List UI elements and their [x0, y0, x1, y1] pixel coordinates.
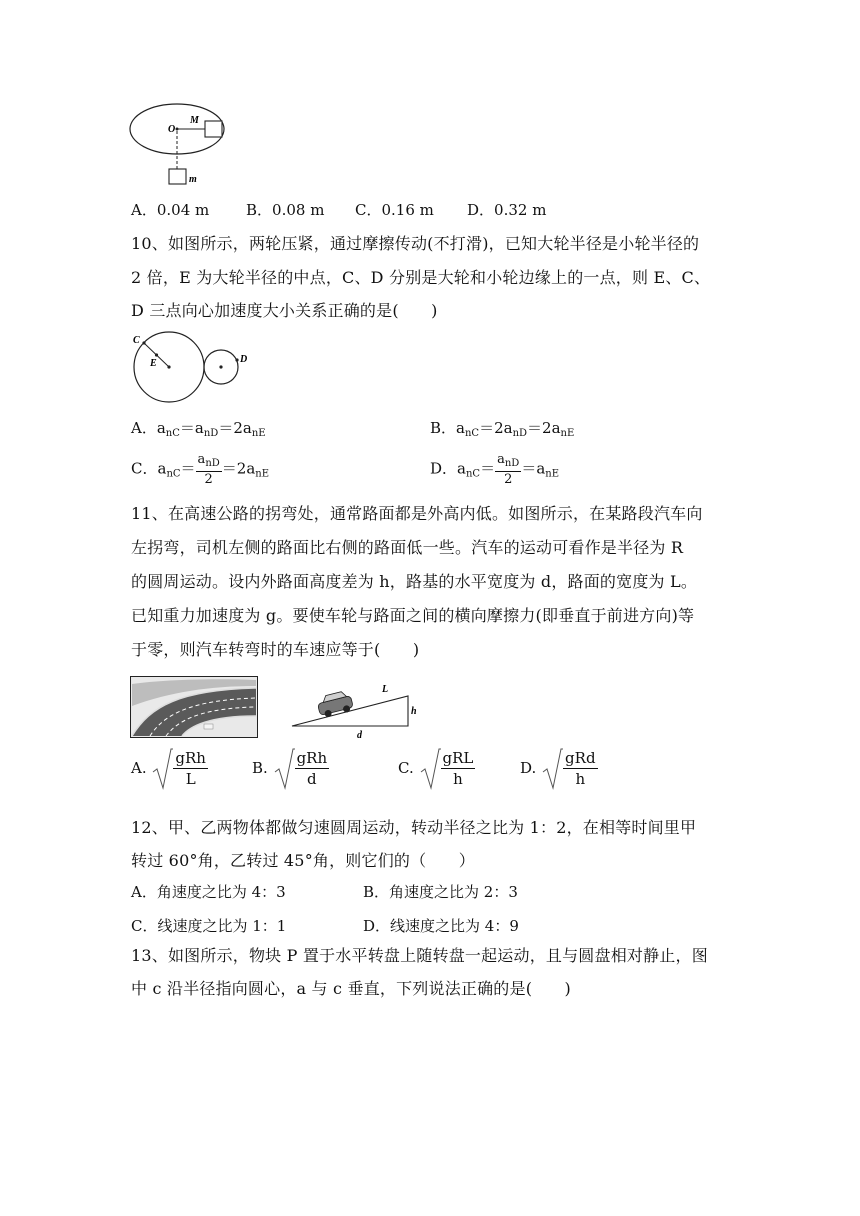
- q12-option-b: B．角速度之比为 2：3: [363, 883, 518, 901]
- fraction: $\frac{\text{gRh}}{L}$: [175, 748, 206, 788]
- q12-line-1: 12、甲、乙两物体都做匀速圆周运动，转动半径之比为 1：2，在相等时间里甲: [131, 818, 697, 837]
- label-C: C: [133, 335, 140, 346]
- label-L: L: [382, 684, 389, 695]
- q10-option-d: D．$a_{nC}=$ $\frac{a_{nD}}{2}$ $=a_{nE}$: [430, 452, 560, 487]
- label-h: h: [411, 706, 417, 717]
- sqrt-symbol: [541, 746, 563, 790]
- q10-option-c: C．$a_{nC}=$ $\frac{a_{nD}}{2}$ $=2a_{nE}$: [131, 452, 270, 487]
- q12-line-2: 转过 60°角，乙转过 45°角，则它们的（ ）: [131, 851, 475, 870]
- q11-option-d: D. $\frac{\text{gRd}}{h}$: [520, 746, 598, 790]
- q10-option-b: B．$a_{nC}=2a_{nD}=2a_{nE}$: [430, 419, 575, 439]
- label-m: m: [189, 174, 197, 185]
- sqrt-symbol: [151, 746, 173, 790]
- q10-line-1: 10、如图所示，两轮压紧，通过摩擦传动(不打滑)，已知大轮半径是小轮半径的: [131, 234, 700, 253]
- q12-option-c: C．线速度之比为 1：1: [131, 917, 287, 935]
- q9-option-a: A．0.04 m: [131, 201, 210, 219]
- label-O: O: [168, 124, 176, 135]
- fraction: $\frac{a_{nD}}{2}$: [497, 452, 520, 487]
- label-M: M: [190, 115, 199, 126]
- label-E: E: [150, 358, 157, 369]
- q9-option-b: B．0.08 m: [246, 201, 325, 219]
- q10-figure: [128, 330, 252, 406]
- q11-line-4: 已知重力加速度为 g。要使车轮与路面之间的横向摩擦力(即垂直于前进方向)等: [131, 606, 695, 625]
- q11-option-c: C. $\frac{\text{gRL}}{h}$: [398, 746, 475, 790]
- fraction: $\frac{\text{gRh}}{d}$: [296, 748, 328, 788]
- q11-line-3: 的圆周运动。设内外路面高度差为 h，路基的水平宽度为 d，路面的宽度为 L。: [131, 572, 698, 591]
- q11-option-b: B. $\frac{\text{gRh}}{d}$: [252, 746, 329, 790]
- fraction: $\frac{a_{nD}}{2}$: [197, 452, 220, 487]
- label-d: d: [357, 730, 362, 740]
- banked-road-figure: [290, 676, 420, 740]
- q13-line-2: 中 c 沿半径指向圆心，a 与 c 垂直，下列说法正确的是( ): [131, 979, 571, 998]
- sqrt-symbol: [419, 746, 441, 790]
- q10-option-a: A．$a_{nC}=a_{nD}=2a_{nE}$: [131, 419, 266, 439]
- fraction: $\frac{\text{gRL}}{h}$: [442, 748, 474, 788]
- q11-option-a: A. $\frac{\text{gRh}}{L}$: [131, 746, 208, 790]
- sqrt-symbol: [273, 746, 295, 790]
- q9-option-d: D．0.32 m: [467, 201, 547, 219]
- label-D: D: [240, 354, 248, 365]
- fraction: $\frac{\text{gRd}}{h}$: [565, 748, 596, 788]
- q9-option-c: C．0.16 m: [355, 201, 434, 219]
- q11-line-5: 于零，则汽车转弯时的车速应等于( ): [131, 640, 420, 659]
- q12-option-a: A．角速度之比为 4：3: [131, 883, 286, 901]
- q11-line-2: 左拐弯，司机左侧的路面比右侧的路面低一些。汽车的运动可看作是半径为 R: [131, 538, 684, 557]
- q13-line-1: 13、如图所示，物块 P 置于水平转盘上随转盘一起运动，且与圆盘相对静止，图: [131, 946, 708, 965]
- q11-line-1: 11、在高速公路的拐弯处，通常路面都是外高内低。如图所示，在某路段汽车向: [131, 504, 703, 523]
- highway-curve-photo: [130, 676, 258, 738]
- q10-line-3: D 三点向心加速度大小关系正确的是( ): [131, 301, 438, 320]
- q12-option-d: D．线速度之比为 4：9: [363, 917, 519, 935]
- q9-figure: [128, 98, 232, 188]
- q10-line-2: 2 倍，E 为大轮半径的中点，C、D 分别是大轮和小轮边缘上的一点，则 E、C、: [131, 268, 711, 287]
